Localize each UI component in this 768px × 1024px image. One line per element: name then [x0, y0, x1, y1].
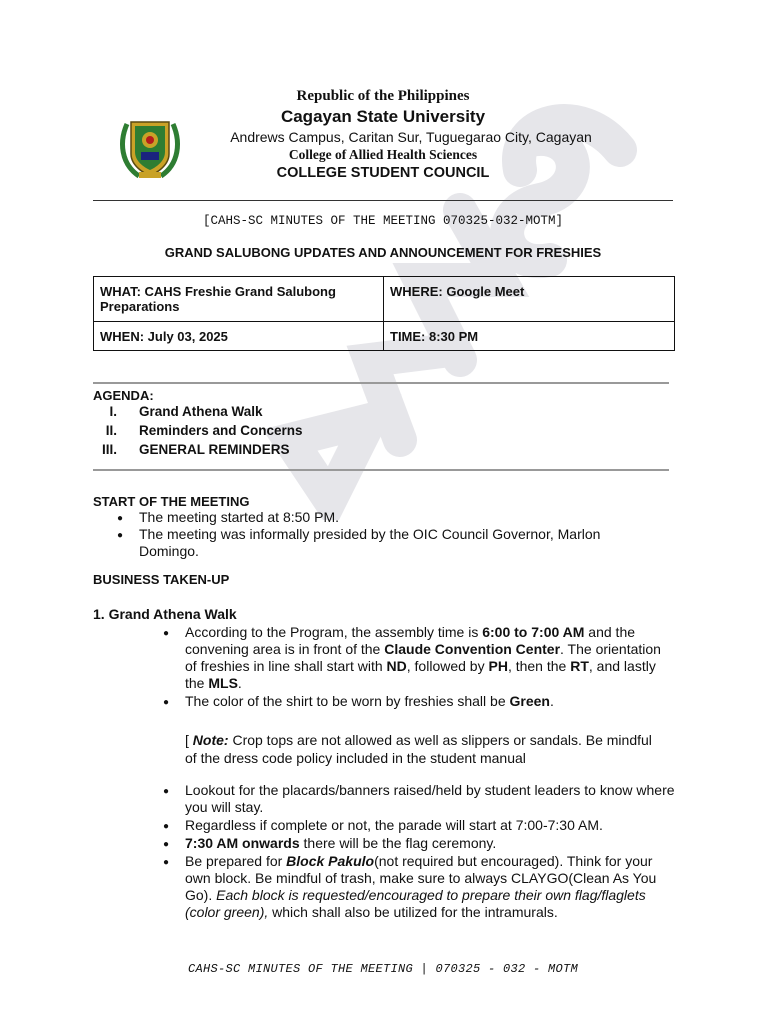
page-footer: CAHS-SC MINUTES OF THE MEETING | 070325 - 032 - MOTM: [187, 962, 579, 976]
info-where: WHERE: Google Meet: [384, 277, 675, 322]
info-when: WHEN: July 03, 2025: [94, 322, 384, 351]
document-title: GRAND SALUBONG UPDATES AND ANNOUNCEMENT FOR FRESHIES: [164, 245, 602, 260]
council-name: COLLEGE STUDENT COUNCIL: [276, 165, 490, 181]
agenda-item: I. Grand Athena Walk: [109, 404, 263, 419]
list-item: ● The color of the shirt to be worn by freshies shall be Green.: [185, 693, 675, 710]
university-name: Cagayan State University: [280, 107, 486, 126]
list-item: ● According to the Program, the assembly time is 6:00 to 7:00 AM and the convening area is in front of the Claude Convention Center. The orientation of freshies in line shall start with ND, followed by PH, then the RT, and lastly the MLS.: [185, 624, 675, 692]
agenda-bottom-divider: [93, 469, 669, 471]
list-item: ● The meeting started at 8:50 PM.: [139, 509, 659, 526]
agenda-item: III. GENERAL REMINDERS: [101, 442, 290, 457]
agenda-list: [93, 404, 593, 461]
info-time: TIME: 8:30 PM: [384, 322, 675, 351]
agenda-top-divider: [93, 382, 669, 384]
agenda-label: AGENDA:: [93, 388, 154, 403]
letterhead: [93, 88, 673, 198]
grand-athena-walk-list: [185, 624, 675, 710]
college-name: College of Allied Health Sciences: [288, 147, 478, 162]
start-of-meeting-label: START OF THE MEETING: [93, 494, 250, 509]
republic-line: Republic of the Philippines: [296, 88, 470, 104]
business-taken-up-label: BUSINESS TAKEN-UP: [93, 572, 230, 587]
info-what: WHAT: CAHS Freshie Grand Salubong Preparations: [94, 277, 384, 322]
meeting-info-table: [93, 276, 675, 351]
list-item: ● Regardless if complete or not, the parade will start at 7:00-7:30 AM.: [185, 817, 675, 834]
reminders-list: [185, 782, 675, 921]
list-item: ● Be prepared for Block Pakulo(not required but encouraged). Think for your own block. Be mindful of trash, make sure to always CLAYGO(Clean As You Go). Each block is requested/encouraged to prepare their own flag/flaglets (color green), which shall also be utilized for the intramurals.: [185, 853, 675, 921]
list-item: ● 7:30 AM onwards there will be the flag ceremony.: [185, 835, 675, 852]
section-title-grand-athena-walk: 1. Grand Athena Walk: [93, 606, 237, 622]
start-of-meeting-list: [139, 509, 659, 560]
list-item: ● Lookout for the placards/banners raised/held by student leaders to know where you will stay.: [185, 782, 675, 816]
list-item: ● The meeting was informally presided by the OIC Council Governor, Marlon Domingo.: [139, 526, 659, 560]
agenda-item: II. Reminders and Concerns: [105, 423, 303, 438]
header-divider: [93, 200, 673, 201]
dress-code-note: [ Note: Crop tops are not allowed as well as slippers or sandals. Be mindful of the dress code policy included in the student manual: [185, 732, 652, 766]
campus-address: Andrews Campus, Caritan Sur, Tuguegarao City, Cagayan: [230, 129, 592, 145]
document-code: [CAHS-SC MINUTES OF THE MEETING 070325-032-MOTM]: [202, 214, 564, 228]
